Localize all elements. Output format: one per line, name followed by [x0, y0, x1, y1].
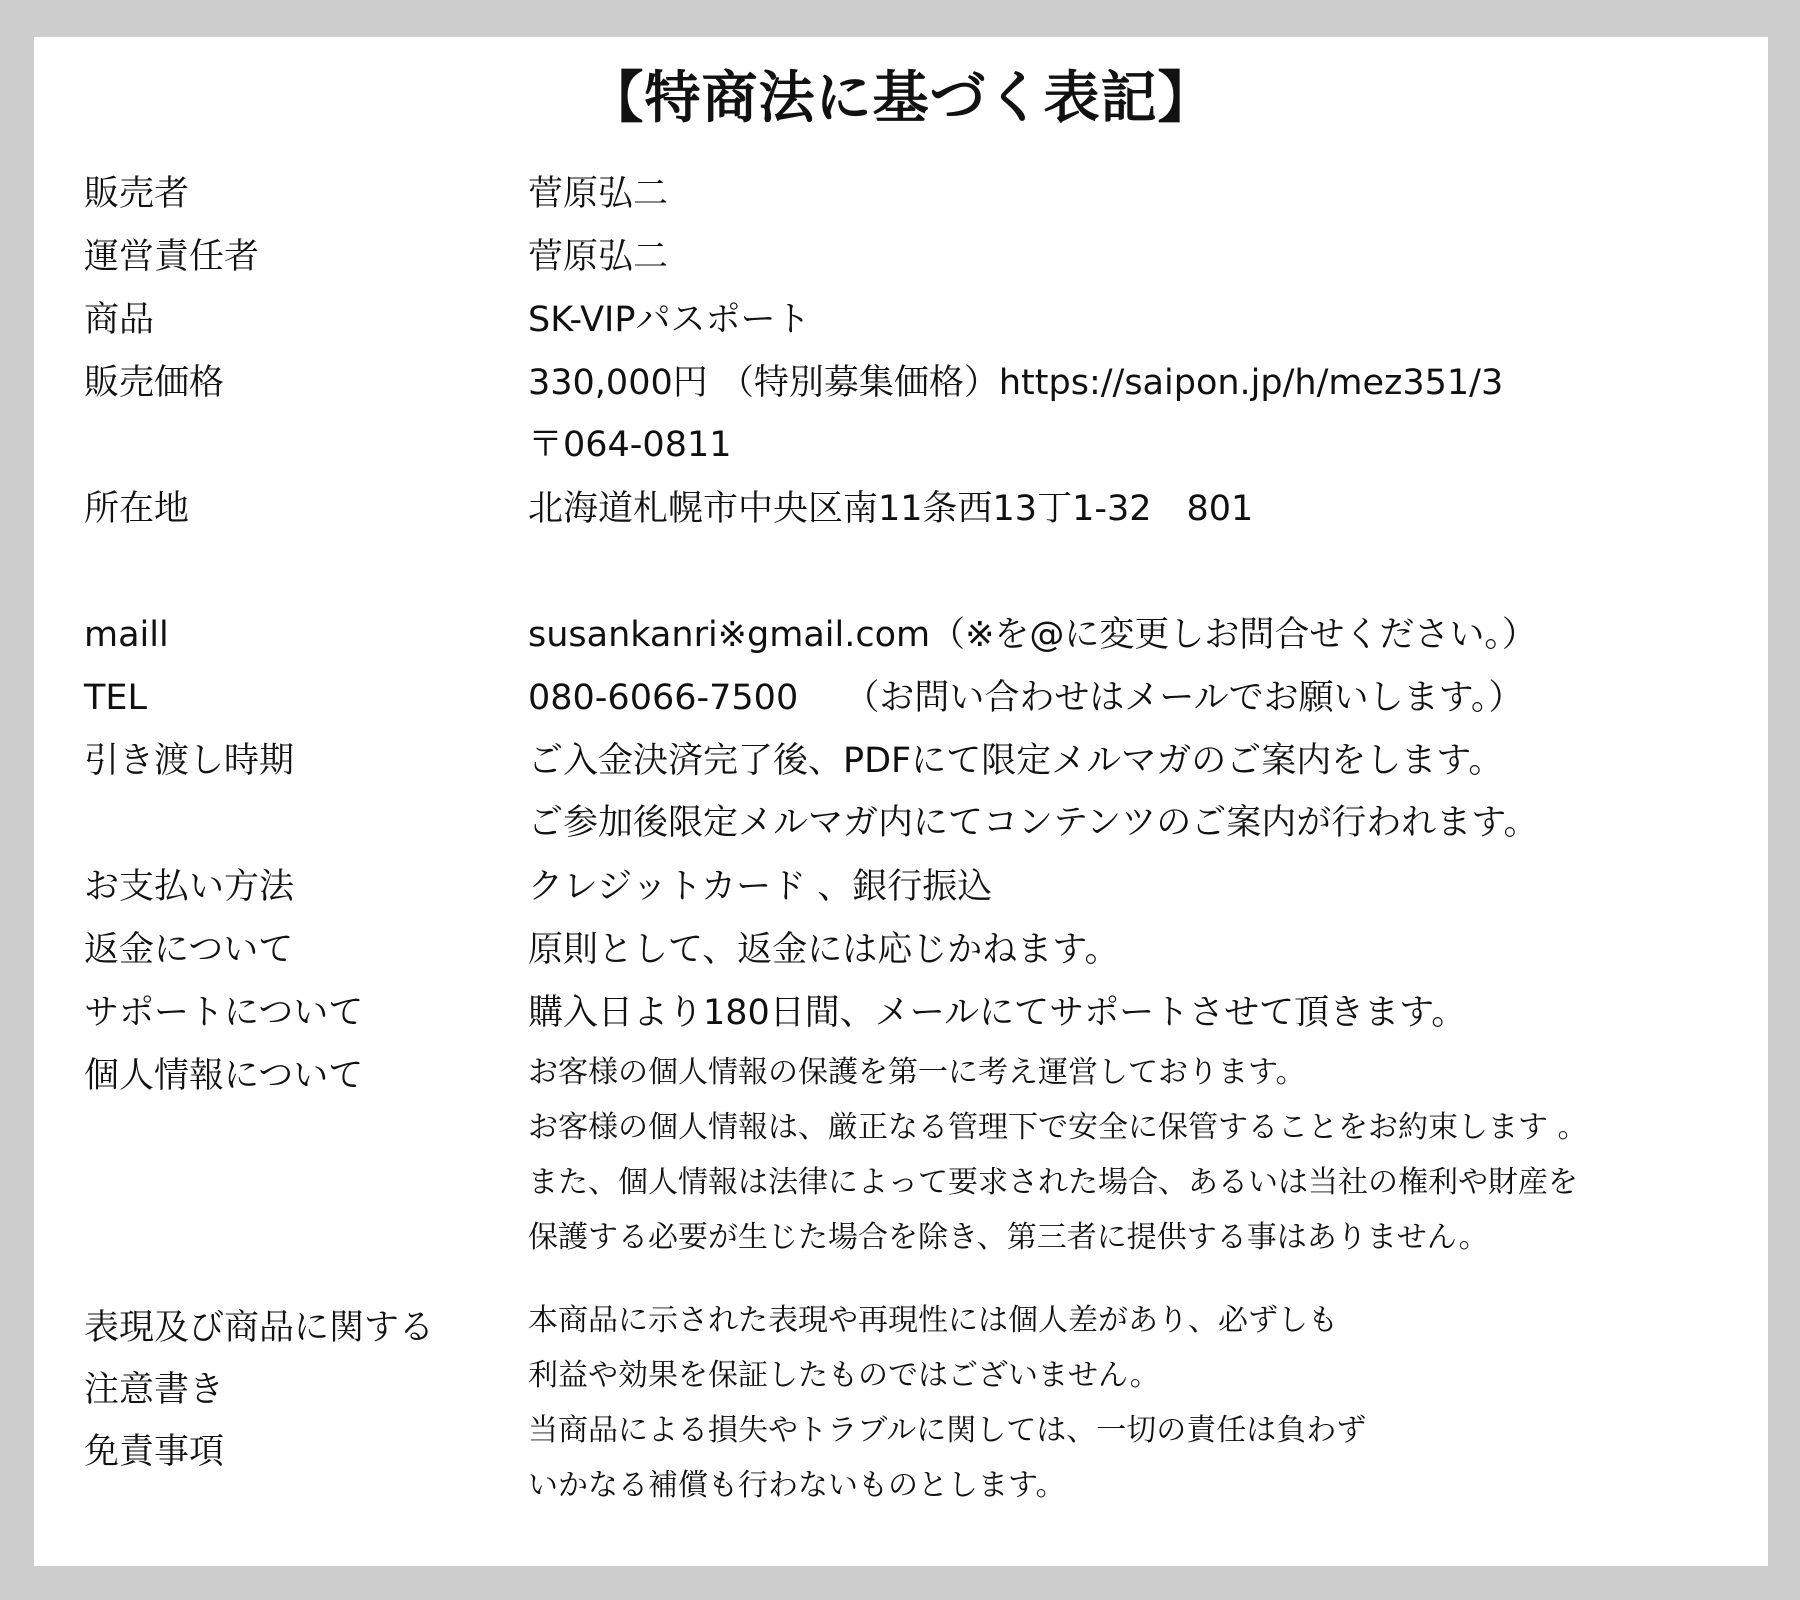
- row-label: 所在地: [84, 489, 190, 529]
- row-label: 表現及び商品に関する: [84, 1308, 435, 1348]
- row-value: [528, 352, 1748, 476]
- value-line: また、個人情報は法律によって要求された場合、あるいは当社の権利や財産を: [528, 1165, 1578, 1200]
- row-value: [528, 730, 1748, 854]
- row-value: [528, 478, 1748, 540]
- row-label: 販売価格: [84, 363, 225, 403]
- value-line: susankanri※gmail.com（※を@に変更しお問合せください。）: [528, 615, 1537, 655]
- value-line: 本商品に示された表現や再現性には個人差があり、必ずしも: [528, 1303, 1338, 1338]
- value-line: 利益や効果を保証したものではございません。: [528, 1358, 1160, 1393]
- value-line: お客様の個人情報の保護を第一に考え運営しております。: [528, 1055, 1306, 1090]
- disclaimer-labels: [84, 1297, 434, 1483]
- row-value: [528, 163, 1748, 225]
- row-label: お支払い方法: [84, 867, 295, 907]
- row-label: 注意書き: [84, 1370, 225, 1410]
- value-line: 菅原弘二: [528, 237, 669, 277]
- value-line: いかなる補償も行わないものとします。: [528, 1468, 1066, 1503]
- row-label: サポートについて: [84, 993, 364, 1033]
- value-line: 保護する必要が生じた場合を除き、第三者に提供する事はありません。: [528, 1220, 1489, 1255]
- value-line: 〒064-0811: [528, 425, 732, 465]
- row-label: 販売者: [84, 174, 190, 214]
- notice-sheet: [34, 37, 1768, 1566]
- row-value: [528, 1293, 1748, 1513]
- row-label: 引き渡し時期: [84, 741, 295, 781]
- row-label: maill: [84, 615, 169, 655]
- row-value: [528, 982, 1748, 1044]
- value-line: 080-6066-7500 （お問い合わせはメールでお願いします。）: [528, 678, 1524, 718]
- row-label: 返金について: [84, 930, 294, 970]
- value-line: 菅原弘二: [528, 174, 669, 214]
- row-label: 商品: [84, 300, 155, 340]
- value-line: ご入金決済完了後、PDFにて限定メルマガのご案内をします。: [528, 741, 1504, 781]
- value-line: SK-VIPパスポート: [528, 300, 811, 340]
- page-title: 【特商法に基づく表記】: [587, 66, 1215, 131]
- row-label: 免責事項: [84, 1432, 225, 1472]
- row-value: [528, 226, 1748, 288]
- row-value: [528, 667, 1748, 729]
- row-label: TEL: [84, 678, 147, 718]
- row-value: [528, 856, 1748, 918]
- value-line: お客様の個人情報は、厳正なる管理下で安全に保管することをお約束します 。: [528, 1110, 1588, 1145]
- value-line: 北海道札幌市中央区南11条西13丁1-32 801: [528, 489, 1254, 529]
- row-value: [528, 1045, 1748, 1265]
- value-line: 330,000円 （特別募集価格）https://saipon.jp/h/mez351/3: [528, 363, 1504, 403]
- row-label: 運営責任者: [84, 237, 260, 277]
- value-line: 当商品による損失やトラブルに関しては、一切の責任は負わず: [528, 1413, 1367, 1448]
- value-line: 購入日より180日間、メールにてサポートさせて頂きます。: [528, 993, 1467, 1033]
- row-label: 個人情報について: [84, 1056, 364, 1096]
- row-value: [528, 919, 1748, 981]
- value-line: クレジットカード 、銀行振込: [528, 867, 993, 907]
- row-value: [528, 604, 1748, 666]
- value-line: ご参加後限定メルマガ内にてコンテンツのご案内が行われます。: [528, 803, 1539, 843]
- value-line: 原則として、返金には応じかねます。: [528, 930, 1120, 970]
- row-value: [528, 289, 1748, 351]
